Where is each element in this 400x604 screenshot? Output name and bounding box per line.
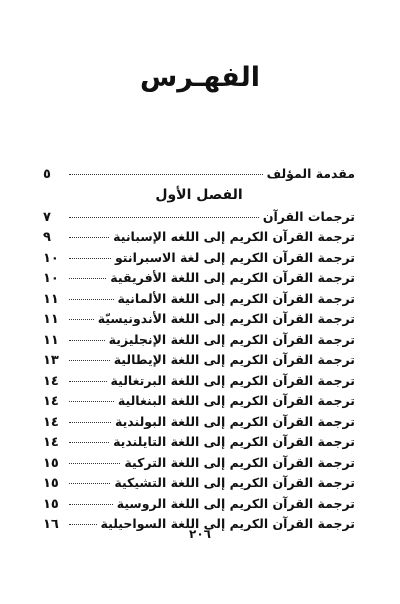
- table-of-contents: [43, 166, 355, 537]
- toc-entry-label: ترجمة القرآن الكريم إلى اللغة الإنجليزية: [108, 331, 355, 347]
- toc-entry-label: ترجمة القرآن الكريم إلى اللغه الإسبانية: [113, 229, 355, 244]
- toc-page-number: ١١: [43, 312, 59, 327]
- dot-leader: [69, 237, 109, 238]
- page-title: الفهـرس: [140, 62, 260, 93]
- toc-row: [43, 373, 355, 394]
- toc-row: [43, 229, 355, 250]
- toc-page-number: ١٣: [43, 353, 59, 368]
- toc-row-intro: [43, 166, 355, 187]
- toc-page-number: ٩: [43, 230, 51, 245]
- toc-page-number: ١٥: [43, 476, 59, 491]
- toc-page-number: ١١: [43, 291, 59, 307]
- toc-entry-list: [43, 209, 355, 537]
- dot-leader: [69, 278, 106, 279]
- toc-row: [43, 270, 355, 291]
- toc-row: [43, 311, 355, 332]
- dot-leader: [69, 340, 105, 341]
- toc-entry-label: مقدمة المؤلف: [266, 166, 355, 181]
- page-number: ٢٠٦: [189, 527, 211, 541]
- dot-leader: [69, 504, 113, 505]
- toc-row: [43, 352, 355, 373]
- toc-page-number: ١٤: [43, 394, 59, 409]
- toc-entry-label: ترجمة القرآن الكريم إلى اللغة التشيكية: [114, 475, 355, 490]
- dot-leader: [69, 463, 120, 464]
- dot-leader: [69, 422, 111, 423]
- toc-entry-label: ترجمة القرآن الكريم إلى اللغة التايلندية: [113, 434, 355, 449]
- toc-row: [43, 496, 355, 517]
- toc-page-number: ١٤: [43, 373, 59, 389]
- dot-leader: [69, 299, 114, 300]
- toc-entry-label: ترجمة القرآن الكريم إلى اللغة البنغالية: [117, 393, 355, 408]
- toc-row: [43, 475, 355, 496]
- toc-row: [43, 434, 355, 455]
- toc-page-number: ١٥: [43, 455, 59, 471]
- toc-entry-label: ترجمة القرآن الكريم إلى اللغة الأفريقية: [110, 270, 355, 285]
- toc-page-number: ١٠: [43, 271, 59, 286]
- toc-entry-label: ترجمة القرآن الكريم إلى اللغة الروسية: [116, 495, 355, 511]
- dot-leader: [69, 381, 107, 382]
- dot-leader: [69, 319, 94, 320]
- toc-page-number: ١٥: [43, 496, 59, 512]
- dot-leader: [69, 442, 109, 443]
- toc-entry-label: ترجمة القرآن الكريم إلى اللغة البرتغالية: [110, 372, 355, 388]
- dot-leader: [69, 401, 114, 402]
- dot-leader: [69, 258, 111, 259]
- toc-row: [43, 332, 355, 353]
- toc-row: [43, 455, 355, 476]
- toc-page-number: ١١: [43, 332, 59, 348]
- toc-row: [43, 209, 355, 230]
- toc-page-number: ١٠: [43, 250, 59, 266]
- toc-row: [43, 291, 355, 312]
- toc-entry-label: ترجمة القرآن الكريم إلى لغة الاسبرانتو: [114, 249, 355, 265]
- dot-leader: [69, 174, 263, 175]
- toc-entry-label: ترجمة القرآن الكريم إلى اللغة الأندونيسيّة: [97, 311, 355, 326]
- dot-leader: [69, 217, 259, 218]
- toc-page-number: ١٤: [43, 414, 59, 430]
- toc-page-number: ١٦: [43, 517, 59, 532]
- toc-row: [43, 250, 355, 271]
- dot-leader: [69, 524, 97, 525]
- toc-entry-label: ترجمة القرآن الكريم إلى اللغة الإيطالية: [113, 352, 355, 367]
- toc-row: [43, 414, 355, 435]
- toc-entry-label: ترجمة القرآن الكريم إلى اللغة التركية: [124, 454, 355, 470]
- toc-row: [43, 393, 355, 414]
- toc-page-number: ٧: [43, 209, 51, 225]
- toc-entry-label: ترجمة القرآن الكريم إلى اللغة البولندية: [115, 413, 355, 429]
- dot-leader: [69, 360, 110, 361]
- toc-entry-label: ترجمة القرآن الكريم إلى اللغة الألمانية: [117, 290, 355, 306]
- toc-page-number: ٥: [43, 167, 51, 182]
- toc-entry-label: ترجمة القرآن الكريم إلى اللغة السواحيلية: [100, 516, 355, 531]
- toc-entry-label: ترجمات القرآن: [262, 208, 355, 224]
- chapter-heading: الفصل الأول: [155, 186, 243, 203]
- dot-leader: [69, 483, 110, 484]
- toc-page-number: ١٤: [43, 435, 59, 450]
